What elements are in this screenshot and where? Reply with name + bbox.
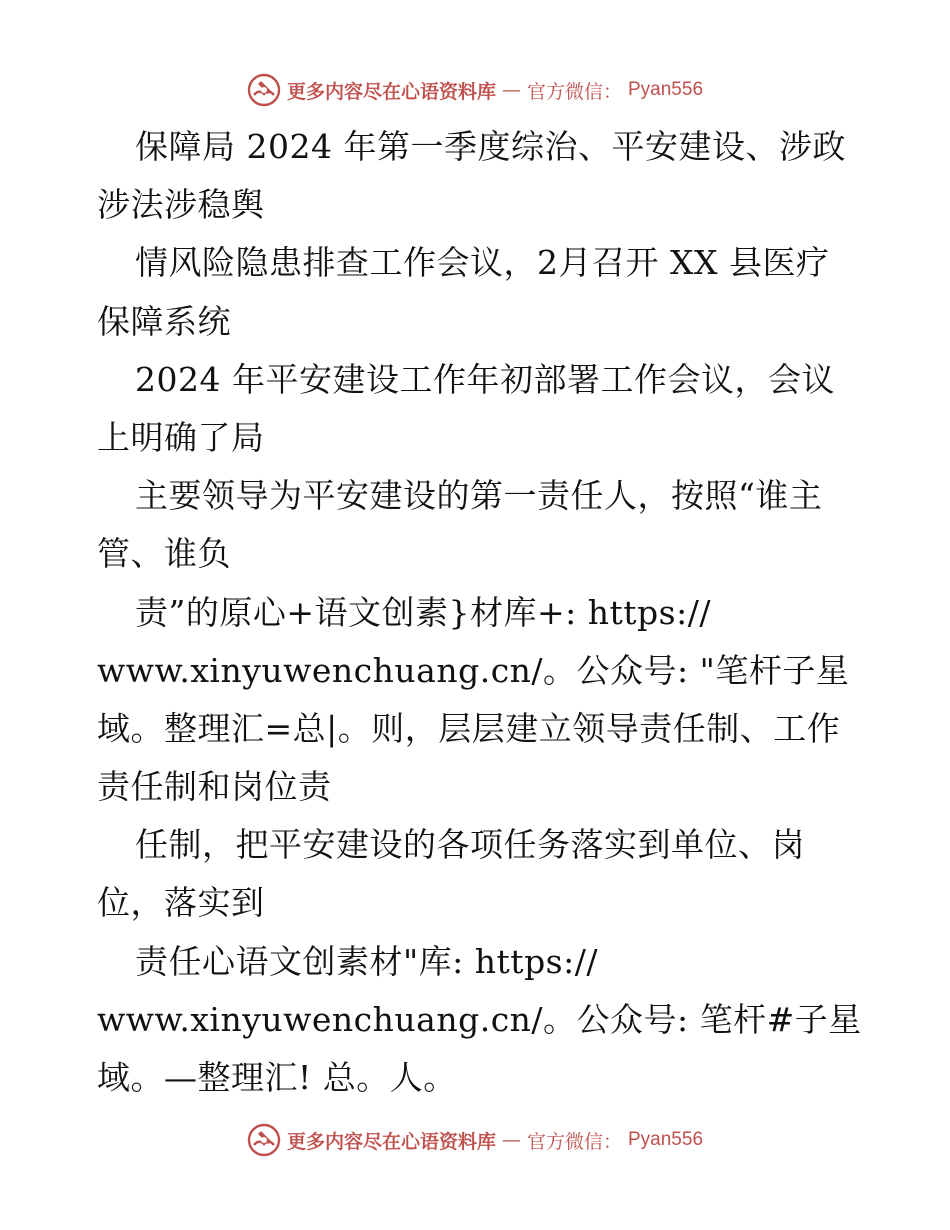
- book-pen-logo-icon: [247, 1123, 281, 1157]
- body-line: 域。整理汇=总|。则，层层建立领导责任制、工作: [97, 708, 841, 748]
- body-line: 域。—整理汇! 总。人。: [97, 1058, 457, 1097]
- banner-separator: —: [501, 1129, 521, 1151]
- document-body: [97, 118, 862, 1107]
- body-line: 涉法涉稳舆: [97, 185, 265, 225]
- banner-brand-text: 更多内容尽在心语资料库: [286, 1130, 496, 1153]
- banner-wechat-label: 官方微信：: [526, 1130, 622, 1153]
- banner-wechat-label: 官方微信：: [526, 80, 622, 103]
- body-line: 责任制和岗位责: [97, 767, 332, 807]
- body-line: 2024 年平安建设工作年初部署工作会议，会议: [135, 359, 835, 399]
- body-line: 任制，把平安建设的各项任务落实到单位、岗: [135, 825, 805, 865]
- body-line: 管、谁负: [97, 534, 231, 574]
- book-pen-logo-icon: [247, 73, 281, 107]
- footer-banner: [0, 1120, 950, 1160]
- body-line: www.xinyuwenchuang.cn/。公众号: 笔杆#子星: [97, 999, 862, 1039]
- banner-wechat-id: Pyan556: [628, 1129, 704, 1150]
- body-line: 保障系统: [97, 301, 231, 341]
- banner-brand-text: 更多内容尽在心语资料库: [286, 80, 496, 103]
- body-line: 责任心语文创素材"库: https://: [135, 941, 598, 981]
- body-line: 情风险隐患排查工作会议，2月召开 XX 县医疗: [135, 243, 830, 283]
- body-line: www.xinyuwenchuang.cn/。公众号: "笔杆子星: [97, 650, 850, 690]
- body-line: 主要领导为平安建设的第一责任人，按照“谁主: [135, 476, 823, 516]
- body-line: 位，落实到: [97, 883, 265, 923]
- banner-separator: —: [501, 79, 521, 101]
- body-line: 保障局 2024 年第一季度综治、平安建设、涉政: [135, 127, 846, 166]
- body-line: 上明确了局: [97, 417, 265, 457]
- body-line: 责”的原心+语文创素}材库+: https://: [135, 592, 711, 632]
- header-banner: [0, 70, 950, 110]
- banner-wechat-id: Pyan556: [628, 79, 704, 100]
